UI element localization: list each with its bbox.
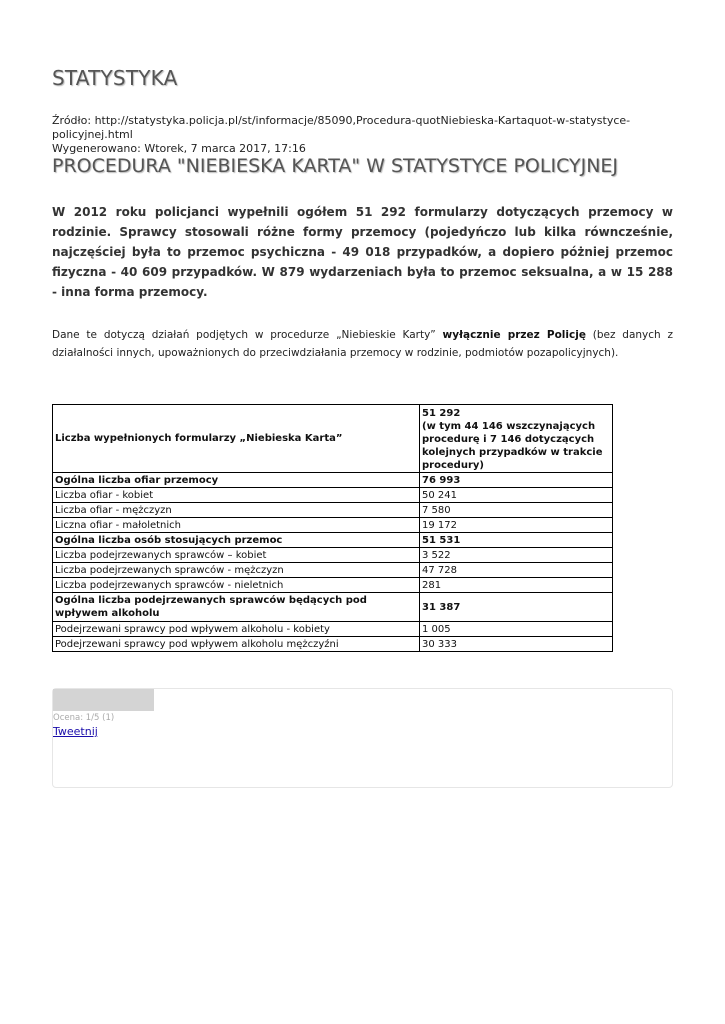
table-cell-label: Liczba wypełnionych formularzy „Niebieska Karta” bbox=[53, 405, 420, 473]
table-cell-value: 31 387 bbox=[420, 593, 613, 622]
table-row bbox=[53, 488, 613, 503]
value-line-2: (w tym 44 146 wszczynających procedurę i 7 146 dotyczących kolejnych przypadków w trakcie procedury) bbox=[422, 421, 603, 471]
table-cell-label: Podejrzewani sprawcy pod wpływem alkoholu mężczyźni bbox=[53, 637, 420, 652]
table-cell-value: 76 993 bbox=[420, 473, 613, 488]
table-cell-label: Liczba podejrzewanych sprawców - nieletnich bbox=[53, 578, 420, 593]
source-line: Źródło: http://statystyka.policja.pl/st/informacje/85090,Procedura-quotNiebieska-Kartaquot-w-statystyce-policyjnej.html bbox=[52, 114, 631, 141]
table-cell-label: Ogólna liczba osób stosujących przemoc bbox=[53, 533, 420, 548]
table-row bbox=[53, 637, 613, 652]
table-cell-label: Liczba ofiar - kobiet bbox=[53, 488, 420, 503]
article-description bbox=[52, 326, 673, 362]
table-cell-value: 19 172 bbox=[420, 518, 613, 533]
table-cell-label: Podejrzewani sprawcy pod wpływem alkoholu - kobiety bbox=[53, 622, 420, 637]
article-lead: W 2012 roku policjanci wypełnili ogółem 51 292 formularzy dotyczących przemocy w rodzinie. Sprawcy stosowali różne formy przemocy (pojedyńczo lub kilka równcześnie, najczęściej była to przemoc psychiczna - 49 018 przypadków, a dopiero póżniej przemoc fizyczna - 40 609 przypadków. W 879 wydarzeniach była to przemoc seksualna, a w 15 288 - inna forma przemocy. bbox=[52, 205, 673, 299]
table-cell-label: Ogólna liczba ofiar przemocy bbox=[53, 473, 420, 488]
meta-info bbox=[52, 114, 673, 156]
desc-text-2: (bez danych z działalności innych, upoważnionych do przeciwdziałania przemocy w rodzinie, podmiotów pozapolicyjnych). bbox=[52, 329, 673, 359]
table-cell-value: 30 333 bbox=[420, 637, 613, 652]
rating-stars[interactable] bbox=[53, 689, 154, 711]
table-cell-label: Ogólna liczba podejrzewanych sprawców będących pod wpływem alkoholu bbox=[53, 593, 420, 622]
table-cell-value: 47 728 bbox=[420, 563, 613, 578]
table-cell-value: 3 522 bbox=[420, 548, 613, 563]
table-row bbox=[53, 405, 613, 473]
table-row bbox=[53, 533, 613, 548]
article-title: PROCEDURA "NIEBIESKA KARTA" W STATYSTYCE POLICYJNEJ bbox=[52, 155, 619, 177]
table-cell-value bbox=[420, 405, 613, 473]
site-title: STATYSTYKA bbox=[52, 66, 178, 90]
table-cell-value: 281 bbox=[420, 578, 613, 593]
table-cell-value: 51 531 bbox=[420, 533, 613, 548]
table-row bbox=[53, 518, 613, 533]
table-cell-label: Liczba ofiar - mężczyzn bbox=[53, 503, 420, 518]
table-row bbox=[53, 473, 613, 488]
rating-label: Ocena: 1/5 (1) bbox=[53, 713, 115, 723]
table-row bbox=[53, 548, 613, 563]
table-cell-label: Liczba podejrzewanych sprawców – kobiet bbox=[53, 548, 420, 563]
table-row bbox=[53, 563, 613, 578]
table-row bbox=[53, 593, 613, 622]
table-row bbox=[53, 503, 613, 518]
desc-text-1: Dane te dotyczą działań podjętych w procedurze „Niebieskie Karty” bbox=[52, 329, 443, 341]
generated-line: Wygenerowano: Wtorek, 7 marca 2017, 17:16 bbox=[52, 142, 306, 155]
statistics-table bbox=[52, 404, 613, 652]
table-row bbox=[53, 578, 613, 593]
rating-box bbox=[52, 688, 673, 788]
table-cell-value: 7 580 bbox=[420, 503, 613, 518]
table-cell-value: 50 241 bbox=[420, 488, 613, 503]
desc-bold: wyłącznie przez Policję bbox=[442, 329, 586, 341]
table-row bbox=[53, 622, 613, 637]
table-cell-label: Liczna ofiar - małoletnich bbox=[53, 518, 420, 533]
table-cell-value: 1 005 bbox=[420, 622, 613, 637]
table-cell-label: Liczba podejrzewanych sprawców - mężczyzn bbox=[53, 563, 420, 578]
tweet-link[interactable]: Tweetnij bbox=[53, 725, 98, 738]
value-line-1: 51 292 bbox=[422, 408, 461, 419]
